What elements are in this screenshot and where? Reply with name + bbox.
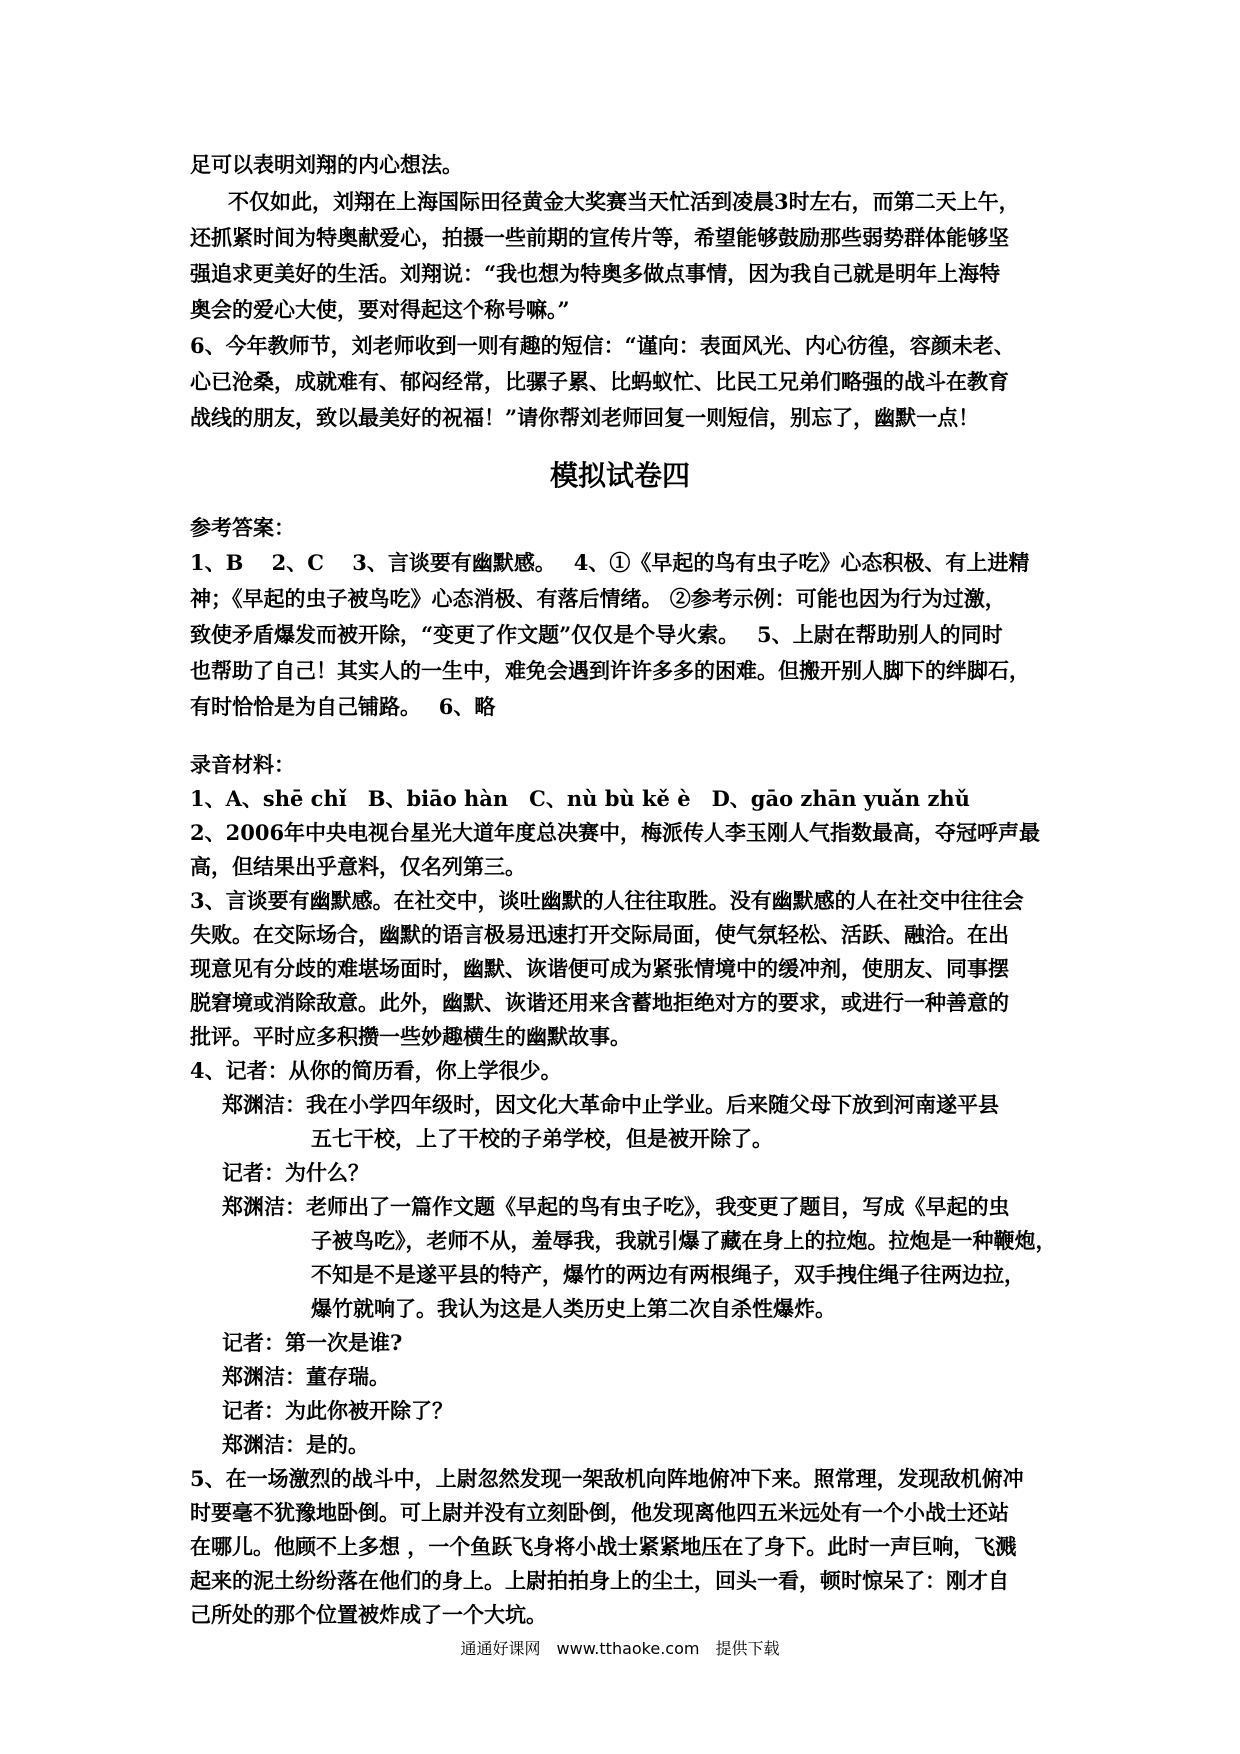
text-line: 3、言谈要有幽默感。在社交中，谈吐幽默的人往往取胜。没有幽默感的人在社交中往往会 [190, 888, 1024, 913]
text-line: 战线的朋友，致以最美好的祝福！”请你帮刘老师回复一则短信，别忘了，幽默一点！ [190, 405, 980, 430]
text-line: 1、B 2、C 3、言谈要有幽默感。 4、①《早起的鸟有虫子吃》心态积极、有上进精 [190, 550, 1030, 575]
dialogue-line: 郑渊洁：董存瑞。 [222, 1364, 390, 1389]
text-line: 奥会的爱心大使，要对得起这个称号嘛。” [190, 297, 570, 322]
text-line: 在哪儿。他顾不上多想 ，一个鱼跃飞身将小战士紧紧地压在了身下。此时一声巨响，飞溅 [190, 1534, 1017, 1559]
text-line: 2、2006年中央电视台星光大道年度总决赛中，梅派传人李玉刚人气指数最高，夺冠呼声最 [190, 820, 1041, 845]
text-line: 也帮助了自己！其实人的一生中，难免会遇到许许多多的困难。但搬开别人脚下的绊脚石， [190, 658, 1030, 683]
text-line: 脱窘境或消除敌意。此外，幽默、诙谐还用来含蓄地拒绝对方的要求，或进行一种善意的 [190, 990, 1009, 1015]
dialogue-line: 不知是不是遂平县的特产，爆竹的两边有两根绳子，双手拽住绳子往两边拉， [311, 1262, 1025, 1287]
page-footer: 通通好课网 www.tthaoke.com 提供下载 [460, 1639, 780, 1658]
dialogue-line: 郑渊洁：是的。 [222, 1432, 369, 1457]
text-line: 4、记者：从你的简历看，你上学很少。 [190, 1058, 562, 1083]
text-line: 有时恰恰是为自己铺路。 6、略 [190, 694, 496, 719]
text-line: 己所处的那个位置被炸成了一个大坑。 [190, 1602, 547, 1627]
section-title: 模拟试卷四 [549, 459, 690, 492]
text-line: 起来的泥土纷纷落在他们的身上。上尉拍拍身上的尘土，回头一看，顿时惊呆了：刚才自 [190, 1568, 1009, 1593]
answers-heading: 参考答案： [190, 515, 295, 540]
dialogue-line: 记者：为此你被开除了？ [222, 1398, 453, 1423]
text-line: 5、在一场激烈的战斗中，上尉忽然发现一架敌机向阵地俯冲下来。照常理，发现敌机俯冲 [190, 1466, 1024, 1491]
text-line: 不仅如此，刘翔在上海国际田径黄金大奖赛当天忙活到凌晨3时左右，而第二天上午， [228, 189, 1020, 214]
text-line: 强追求更美好的生活。刘翔说：“我也想为特奥多做点事情，因为我自己就是明年上海特 [190, 261, 1001, 286]
text-line: 致使矛盾爆发而被开除，“变更了作文题”仅仅是个导火索。 5、上尉在帮助别人的同时 [190, 622, 1003, 647]
text-line: 6、今年教师节，刘老师收到一则有趣的短信：“谨向：表面风光、内心彷徨，容颜未老、 [190, 333, 1015, 358]
dialogue-line: 郑渊洁：老师出了一篇作文题《早起的鸟有虫子吃》，我变更了题目，写成《早起的虫 [222, 1194, 1010, 1219]
text-line: 神；《早起的虫子被鸟吃》心态消极、有落后情绪。 ②参考示例：可能也因为行为过激， [190, 586, 1006, 611]
text-line: 失败。在交际场合，幽默的语言极易迅速打开交际局面，使气氛轻松、活跃、融洽。在出 [190, 922, 1009, 947]
text-line: 心已沧桑，成就难有、郁闷经常，比骡子累、比蚂蚁忙、比民工兄弟们略强的战斗在教育 [190, 369, 1009, 394]
dialogue-line: 爆竹就响了。我认为这是人类历史上第二次自杀性爆炸。 [311, 1296, 836, 1321]
text-line: 批评。平时应多积攒一些妙趣横生的幽默故事。 [190, 1024, 631, 1049]
dialogue-line: 记者：为什么？ [222, 1160, 369, 1185]
text-line: 还抓紧时间为特奥献爱心，拍摄一些前期的宣传片等，希望能够鼓励那些弱势群体能够坚 [190, 225, 1009, 250]
text-line: 足可以表明刘翔的内心想法。 [190, 152, 463, 177]
dialogue-line: 郑渊洁：我在小学四年级时，因文化大革命中止学业。后来随父母下放到河南遂平县 [222, 1092, 999, 1117]
text-line: 1、A、shē chǐ B、biāo hàn C、nù bù kě è D、gāo zhān yuǎn zhǔ [190, 786, 970, 811]
dialogue-line: 子被鸟吃》，老师不从，羞辱我，我就引爆了藏在身上的拉炮。拉炮是一种鞭炮， [311, 1228, 1057, 1253]
dialogue-line: 记者：第一次是谁? [222, 1330, 403, 1355]
text-line: 高，但结果出乎意料，仅名列第三。 [190, 854, 526, 879]
dialogue-line: 五七干校，上了干校的子弟学校，但是被开除了。 [311, 1126, 773, 1151]
recording-heading: 录音材料： [190, 752, 295, 777]
text-line: 时要毫不犹豫地卧倒。可上尉并没有立刻卧倒，他发现离他四五米远处有一个小战士还站 [190, 1500, 1009, 1525]
text-line: 现意见有分歧的难堪场面时，幽默、诙谐便可成为紧张情境中的缓冲剂，使朋友、同事摆 [190, 956, 1009, 981]
